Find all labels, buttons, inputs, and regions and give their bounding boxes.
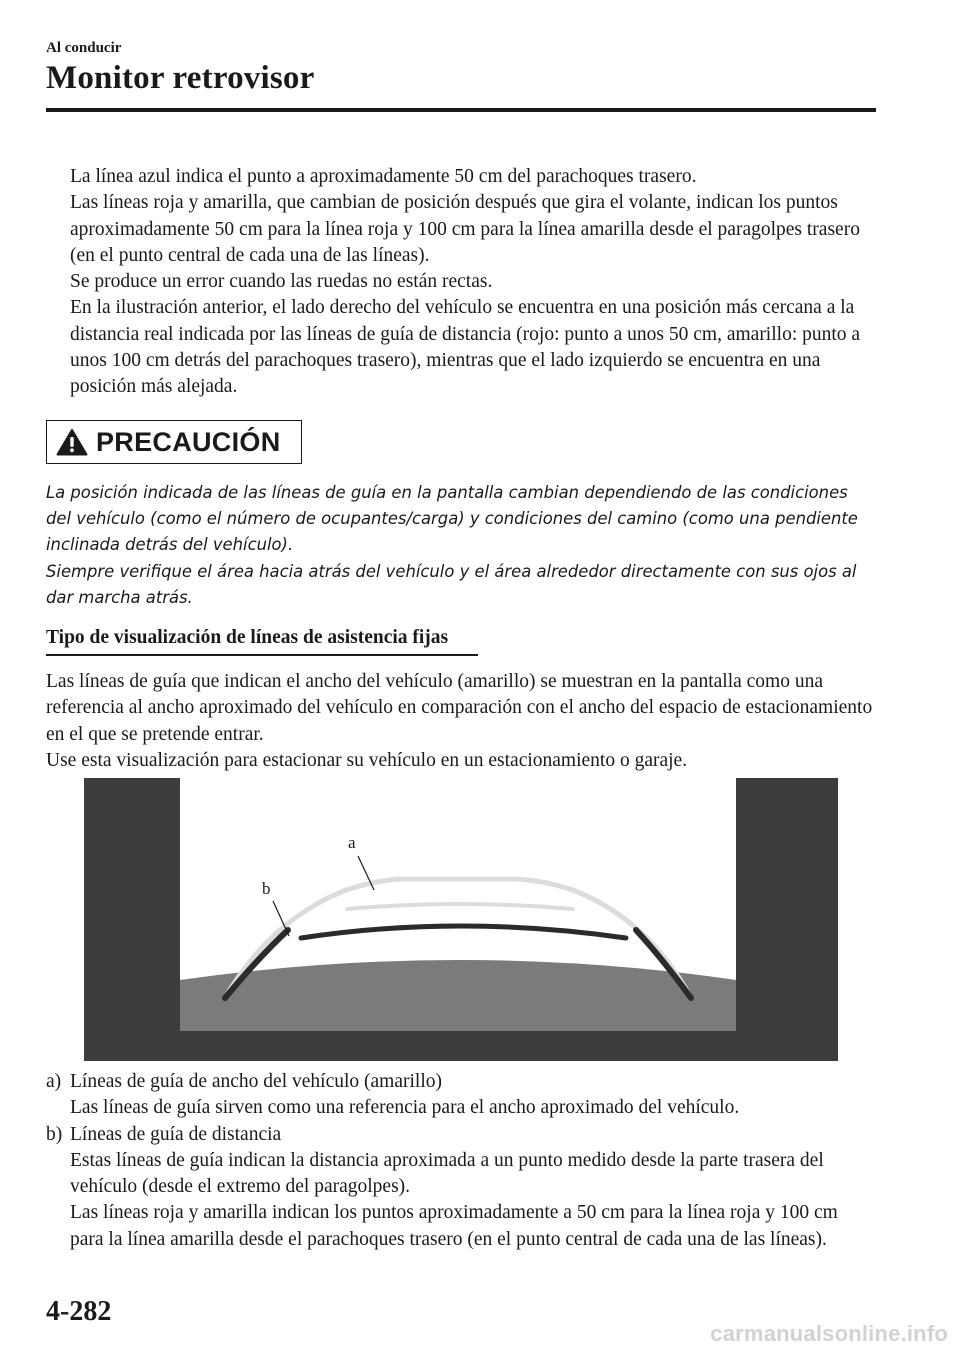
section-label: Al conducir xyxy=(46,40,122,56)
intro-paragraph: En la ilustración anterior, el lado derecho del vehículo se encuentra en una posición más cercana a la distancia real indicada por las líneas de guía de distancia (rojo: punto a unos 50 cm, amarillo: punto a unos 100 cm detrás del parachoques trasero), mientras que el lado izquierdo se encuentra en una posición más alejada. xyxy=(70,297,861,398)
caution-header xyxy=(46,420,302,464)
section-paragraph: Use esta visualización para estacionar su vehículo en un estacionamiento o garaje. xyxy=(46,749,688,771)
title-rule xyxy=(46,108,876,112)
legend-item-b xyxy=(46,1122,876,1253)
section-text xyxy=(46,669,876,774)
callout-label-b: b xyxy=(262,879,271,898)
legend-description: Las líneas roja y amarilla indican los puntos aproximadamente a 50 cm para la línea roja y 100 cm para la línea amarilla desde el parachoques trasero (en el punto central de cada una de las líneas). xyxy=(70,1202,838,1250)
intro-paragraph: Las líneas roja y amarilla, que cambian de posición después que gira el volante, indican los puntos aproximadamente 50 cm para la línea roja y 100 cm para la línea amarilla desde el paragolpes trasero (en el punto central de cada una de las líneas). xyxy=(70,192,860,266)
ground-area xyxy=(180,960,736,1031)
caution-paragraph: Siempre verifique el área hacia atrás del vehículo y el área alrededor directamente con sus ojos al dar marcha atrás. xyxy=(46,561,857,607)
legend-description: Las líneas de guía sirven como una referencia para el ancho aproximado del vehículo. xyxy=(70,1097,740,1119)
caution-paragraph: La posición indicada de las líneas de guía en la pantalla cambian dependiendo de las condiciones del vehículo (como el número de ocupantes/carga) y condiciones del camino (como una pendiente inclinada detrás del vehículo). xyxy=(46,483,858,555)
legend-key: a) xyxy=(46,1071,62,1092)
section-heading-underline xyxy=(46,654,478,656)
rear-camera-illustration xyxy=(84,778,838,1061)
page-title: Monitor retrovisor xyxy=(46,60,315,96)
legend-key: b) xyxy=(46,1123,63,1145)
section-heading: Tipo de visualización de líneas de asistencia fijas xyxy=(46,627,449,648)
intro-text xyxy=(70,164,870,401)
page-number: 4-282 xyxy=(46,1296,112,1327)
legend-title: Líneas de guía de ancho del vehículo (amarillo) xyxy=(70,1071,442,1092)
watermark: carmanualsonline.info xyxy=(710,1321,948,1346)
legend-description: Estas líneas de guía indican la distancia aproximada a un punto medido desde la parte trasera del vehículo (desde el extremo del paragolpes). xyxy=(70,1149,824,1198)
caution-title: PRECAUCIÓN xyxy=(96,426,281,457)
callout-label-a: a xyxy=(348,833,356,852)
intro-paragraph: Se produce un error cuando las ruedas no están rectas. xyxy=(70,271,493,293)
caution-text xyxy=(46,480,876,611)
legend-title: Líneas de guía de distancia xyxy=(70,1123,282,1145)
illustration-legend xyxy=(46,1069,876,1253)
legend-item-a xyxy=(46,1069,876,1122)
warning-triangle-icon xyxy=(56,428,88,456)
intro-paragraph: La línea azul indica el punto a aproximadamente 50 cm del parachoques trasero. xyxy=(70,166,697,187)
section-paragraph: Las líneas de guía que indican el ancho del vehículo (amarillo) se muestran en la pantalla como una referencia al ancho aproximado del vehículo en comparación con el ancho del espacio de estacionamiento en el que se pretende entrar. xyxy=(46,671,873,745)
